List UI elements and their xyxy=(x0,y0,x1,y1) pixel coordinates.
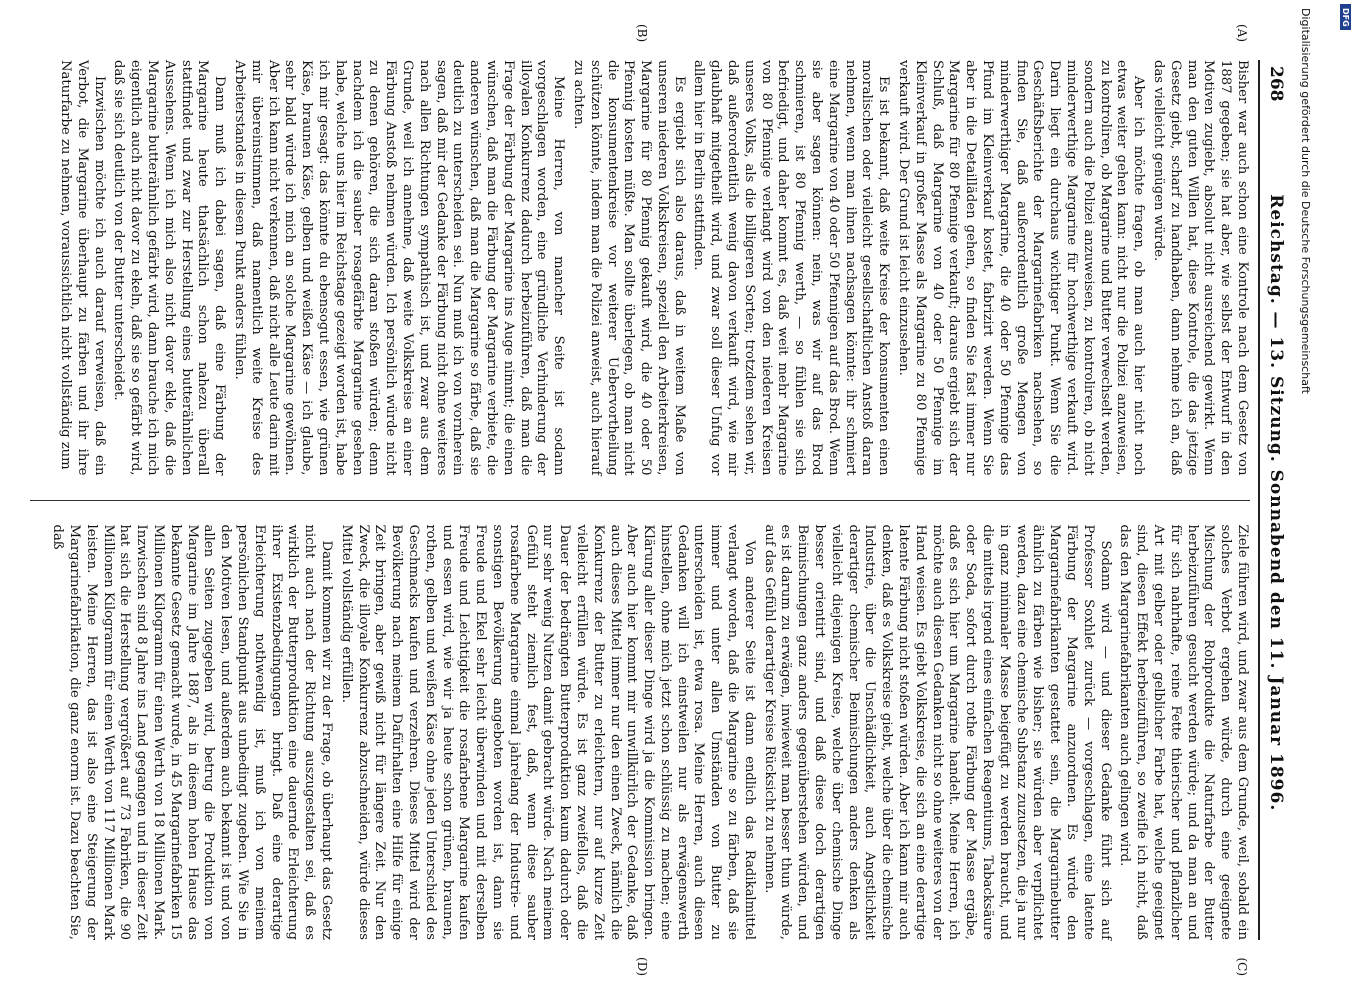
paragraph: Aber ich möchte fragen, ob man auch hier nicht noch etwas weiter gehen kann: nicht nur die Polizei anzuweisen, zu kontroliren, ob Margarine und Butter verwechselt werden, sondern auch die Polizei anzuweisen, zu kontroliren, ob nicht minderwerthige Margarine für hochwerthige verkauft wird. Darin liegt ein durchaus wichtiger Punkt. Wenn Sie die Geschäftsberichte der Margarinefabriken nachsehen, so finden Sie, daß außerordentlich große Mengen von minderwerthiger Margarine, die 40 oder 50 Pfennige das Pfund im Kleinverkauf kostet, fabrizirt werden. Wenn Sie aber in die Detailläden gehen, so finden Sie fast immer nur Margarine für 80 Pfennige verkauft; daraus ergiebt sich der Schluß, daß Margarine von 40 oder 50 Pfennige im Kleinverkauf in großer Masse als Margarine zu 80 Pfennige verkauft wird. Der Grund ist leicht einzusehen. xyxy=(896,60,1147,476)
margin-marker-c: (C) xyxy=(1235,957,1249,976)
paragraph: Sodann wird — und dieser Gedanke führt sich auf Professor Soxhlet zurück — vorgeschlagen, eine latente Färbung der Margarine anzuordnen. Es würde den Margarinefabrikanten gestattet sein, die Margarinebutter ähnlich zu färben wie bisher; sie würden aber verpflichtet werden, dazu eine chemische Substanz zuzusetzen, die ja nur in ganz minimaler Masse beigefügt zu werden braucht, und die mittels irgend eines einfachen Reagentiums, Tabacksäure oder Soda, sofort durch rothe Färbung der Masse ergäbe, daß es sich hier um Margarine handelt. Meine Herren, ich möchte auch diesen Gedanken nicht so ohne weiteres von der Hand weisen. Es giebt Volkskreise, die sich an eine derartige latente Färbung nicht stoßen würden. Aber ich kann mir auch denken, daß es Volkskreise giebt, welche über die chemische Industrie, über die Unschädlichkeit, auch Angstlichkeit derartiger chemischer Beimischungen anders denken als vielleicht diejenigen Kreise, welche über chemische Dinge besser orientirt sind, und daß diese doch derartigen Beimischungen ganz anders gegenüberstehen würden, und es ist darum zu erwägen, inwieweit man besser thun würde, auf das Gefühl derartiger Kreise Rücksicht zu nehmen. xyxy=(761,524,1113,940)
paragraph: Es ergiebt sich also daraus, daß in weitem Maße von unseren niederen Volkskreisen, speziell den Arbeiterkreisen, Margarine für 80 Pfennig gekauft wird, die 40 oder 50 Pfennig kosten müßte. Man sollte überlegen, ob man nicht die konsumentenkreise vor weiterer Uebervortheilung schützen könnte, indem man die Polizei anweist, auch hierauf zu achten. xyxy=(570,60,687,476)
document-page xyxy=(10,20,1300,980)
paragraph: Von anderer Seite ist dann endlich das Radikalmittel verlangt worden, daß die Margarine so zu färben, daß sie immer und unter allen Umständen von Butter zu unterscheiden ist, etwa rosa. Meine Herren, auch diesen Gedanken will ich einstweilen nur als erwägenswerth hinstellen, ohne mich jetzt schon schlüssig zu machen; eine Klärung aller dieser Dinge wird ja die Kommission bringen. Aber auch hier kommt mir unwillkürlich der Gedanke, daß auch dieses Mittel immer nur den einen Zweck, nämlich die Konkurrenz der Butter zu erleichtern, nur auf kurze Zeit vielleicht erfüllen würde. Es ist ganz zweifellos, daß die Dauer der bedrängten Butterproduktion kaum dadurch oder nur sehr wenig Nutzen damit gebracht würde. Nach meinem Gefühl steht ziemlich fest, daß, wenn diese sauber rosafarbene Margarine einmal jahrelang der Industrie- und sonstigen Bevölkerung angeboten worden ist, dann sie Freude und Ekel sehr leicht überwinden und mit derselben Freude und Leichtigkeit die rosafarbene Margarine kaufen und essen wird, wie wir ja heute schon grünen, braunen, rothen, gelben und weißen Käse ohne jeden Unterschied des Geschmacks kaufen und verzehren. Dieses Mittel wird der Bevölkerung nach meinem Dafürhalten eine Hilfe für einige Zeit bringen, aber gewiß nicht für längere Zeit. Nur den Zweck, die illoyale Konkurrenz abzuschneiden, würde dieses Mittel vollständig erfüllen. xyxy=(338,524,757,940)
margin-marker-d: (D) xyxy=(635,957,649,976)
dfg-logo: DFG xyxy=(1340,4,1351,30)
running-header xyxy=(1258,60,1286,940)
margin-marker-b: (B) xyxy=(635,24,649,43)
paragraph: Inzwischen möchte ich auch darauf verweisen, daß ein Verbot, die Margarine überhaupt zu färben und ihr ihre Naturfarbe zu nehmen, voraussichtlich nicht vollständig zum xyxy=(58,60,107,476)
right-column xyxy=(30,524,1250,976)
paragraph: Bisher war auch schon eine Kontrole nach dem Gesetz von 1887 gegeben; sie hat aber, wie selbst der Entwurf in den Motiven zugiebt, absolut nicht ausreichend gewirkt. Wenn man den guten Willen hat, diese Kontrole, die das jetzige Gesetz giebt, scharf zu handhaben, dann nehme ich an, daß das vielleicht genügen würde. xyxy=(1151,60,1250,476)
paragraph: Es ist bekannt, daß weite Kreise der konsumenten einen moralischen oder vielleicht gesellschaftlichen Anstoß daran nehmen, wenn man ihnen nachsagen könnte: ihr schmiert eine Margarine von 40 oder 50 Pfennigen auf das Brod. Wenn sie aber sagen können: nein, was wir auf das Brod schmieren, ist 80 Pfennig werth, — so fühlen sie sich befriedigt, und daher kommt es, daß weit mehr Margarine von 80 Pfennige verlangt wird von den niederen Kreisen unseres Volks, als die billigeren Sorten; trotzdem sehen wir, daß außerordentlich wenig davon verkauft wird, wie mir glaubhaft mitgetheilt wird, und zwar soll dieser Unfug vor allem hier in Berlin stattfinden. xyxy=(691,60,892,476)
left-column xyxy=(30,24,1250,476)
column-divider xyxy=(30,500,1250,501)
paragraph: Damit kommen wir zu der Frage, ob überhaupt das Gesetz nicht auch nach der Richtung auszugestalten sei, daß es wirklich der Butterproduktion eine dauernde Erleichterung ihrer Existenzbedingungen bringt. Daß eine derartige Erleichterung nothwendig ist, muß ich von meinem persönlichen Standpunkt aus unbedingt zugeben. Wie Sie in den Motiven lesen, und außerdem auch bekannt ist und von allen Seiten zugegeben wird, betrug die Produktion von Margarine im Jahre 1887, als in diesem hohen Hause das bekannte Gesetz gemacht wurde, in 45 Margarinefabriken 15 Millionen Kilogramm für einen Werth von 18 Millionen Mark. Inzwischen sind 8 Jahre ins Land gegangen und in dieser Zeit hat sich die Herstellung vergrößert auf 73 Fabriken, die 90 Millionen Kilogramm für einen Werth von 117 Millionen Mark leisten. Meine Herren, das ist also eine Steigerung der Margarinefabrikation, die ganz enorm ist. Dazu beachten Sie, daß xyxy=(50,524,334,940)
text-columns xyxy=(30,24,1250,976)
paragraph: Dann muß ich dabei sagen, daß eine Färbung der Margarine heute thatsächlich schon nahezu überall stattfindet und zwar zur Herstellung eines butterähnlichen Aussehens. Wenn ich mich also nicht davor ekle, daß die Margarine butterähnlich gefärbt wird, dann brauche ich mich eigentlich auch nicht davor zu ekeln, daß sie so gefärbt wird, daß sie sich deutlich von der Butter unterscheidet. xyxy=(111,60,228,476)
page-number: 268 xyxy=(1266,66,1286,102)
digitization-note: Digitalisierung gefördert durch die Deutsche Forschungsgemeinschaft xyxy=(1299,8,1312,394)
margin-marker-a: (A) xyxy=(1235,24,1249,43)
page-title: Reichstag. — 13. Sitzung. Sonnabend den 11. Januar 1896. xyxy=(1266,194,1286,812)
paragraph: Meine Herren, von mancher Seite ist sodann vorgeschlagen worden, eine gründliche Verhinderung der illoyalen Konkurrenz dadurch herbeizuführen, daß man die Frage der Färbung der Margarine ins Auge nimmt; die einen wünschen, daß man die Färbung der Margarine verbiete, die anderen wünschen, daß man die Margarine so färbe, daß sie deutlich zu unterscheiden sei. Nun muß ich von vornherein sagen, daß mir der Gedanke der Färbung nicht ohne weiteres nach allen Richtungen sympathisch ist, und zwar aus dem Grunde, weil ich annehme, daß weite Volkskreise an einer Färbung Anstoß nehmen würden. Ich persönlich würde nicht zu denen gehören, die sich daran stoßen würden; denn nachdem ich die sauber rosagefärbte Margarine gesehen habe, welche uns hier im Reichstage gezeigt worden ist, habe ich mir gesagt: das könnte du ebensogut essen, wie grünen Käse, braunen Käse, gelben und weißen Käse — ich glaube, sehr bald würde ich mich an solche Margarine gewöhnen. Aber ich kann nicht verkennen, daß nicht alle Leute darin mit mir übereinstimmen, daß namentlich weite Kreise des Arbeiterstandes in diesem Punkt anders fühlen. xyxy=(231,60,567,476)
paragraph: Ziele führen wird, und zwar aus dem Grunde, weil, sobald ein solches Verbot ergehen würde, durch eine geeignete Mischung der Rohprodukte die Naturfarbe der Butter herbeizuführen gesucht werden würde; und da man an und für sich nahrhafte, reine Fette thierischer und pflanzlicher Art mit gelber oder gelblicher Farbe hat, welche geeignet sind, diesen Effekt herbeizuführen, so zweifle ich nicht, daß das den Margarinefabrikanten auch gelingen wird. xyxy=(1117,524,1250,940)
